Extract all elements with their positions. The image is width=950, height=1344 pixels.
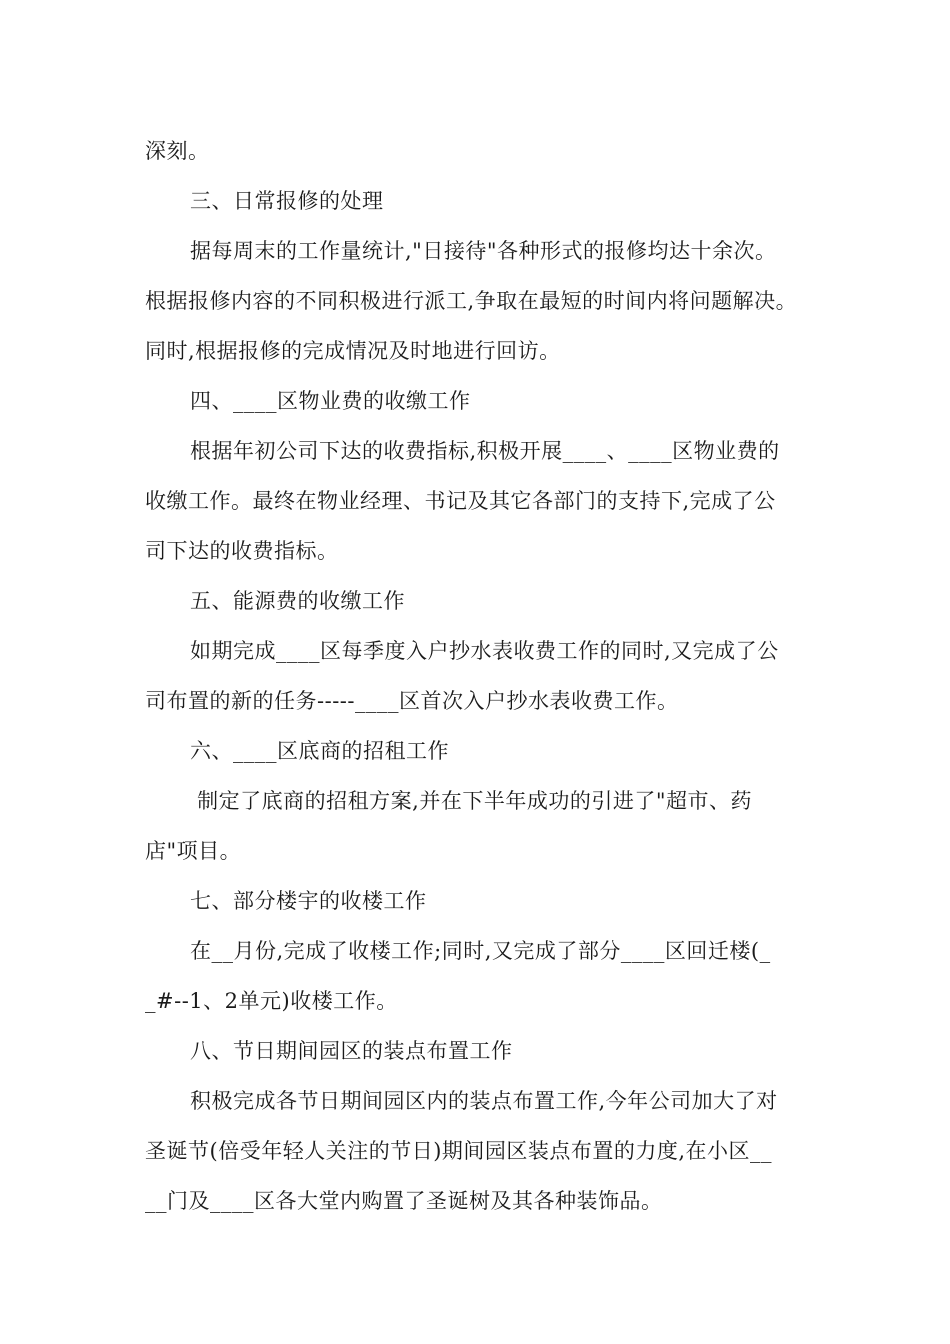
- section-heading: 八、节日期间园区的装点布置工作: [190, 1039, 513, 1063]
- paragraph-line: 店"项目。: [145, 839, 242, 863]
- paragraph-line: 如期完成____区每季度入户抄水表收费工作的同时,又完成了公: [190, 639, 779, 663]
- paragraph-line: 圣诞节(倍受年轻人关注的节日)期间园区装点布置的力度,在小区__: [145, 1139, 773, 1163]
- paragraph-line: 根据报修内容的不同积极进行派工,争取在最短的时间内将问题解决。: [145, 289, 798, 313]
- section-heading: 四、____区物业费的收缴工作: [190, 389, 471, 413]
- paragraph-line: 司下达的收费指标。: [145, 539, 339, 563]
- paragraph-line: 司布置的新的任务-----____区首次入户抄水表收费工作。: [145, 689, 679, 713]
- paragraph-line: 积极完成各节日期间园区内的装点布置工作,今年公司加大了对: [190, 1089, 778, 1113]
- section-heading: 七、部分楼宇的收楼工作: [190, 889, 427, 913]
- paragraph-line: 在__月份,完成了收楼工作;同时,又完成了部分____区回迁楼(_: [190, 939, 771, 963]
- section-heading: 三、日常报修的处理: [190, 189, 384, 213]
- paragraph-line: __门及____区各大堂内购置了圣诞树及其各种装饰品。: [145, 1189, 663, 1213]
- paragraph-line: 制定了底商的招租方案,并在下半年成功的引进了"超市、药: [190, 789, 753, 813]
- section-heading: 五、能源费的收缴工作: [190, 589, 405, 613]
- paragraph-line: 同时,根据报修的完成情况及时地进行回访。: [145, 339, 561, 363]
- paragraph-line: 深刻。: [145, 139, 210, 163]
- paragraph-line: 据每周末的工作量统计,"日接待"各种形式的报修均达十余次。: [190, 239, 777, 263]
- paragraph-line: 根据年初公司下达的收费指标,积极开展____、____区物业费的: [190, 439, 780, 463]
- paragraph-line: 收缴工作。最终在物业经理、书记及其它各部门的支持下,完成了公: [145, 489, 776, 513]
- paragraph-line: _#--1、2单元)收楼工作。: [145, 989, 398, 1013]
- section-heading: 六、____区底商的招租工作: [190, 739, 449, 763]
